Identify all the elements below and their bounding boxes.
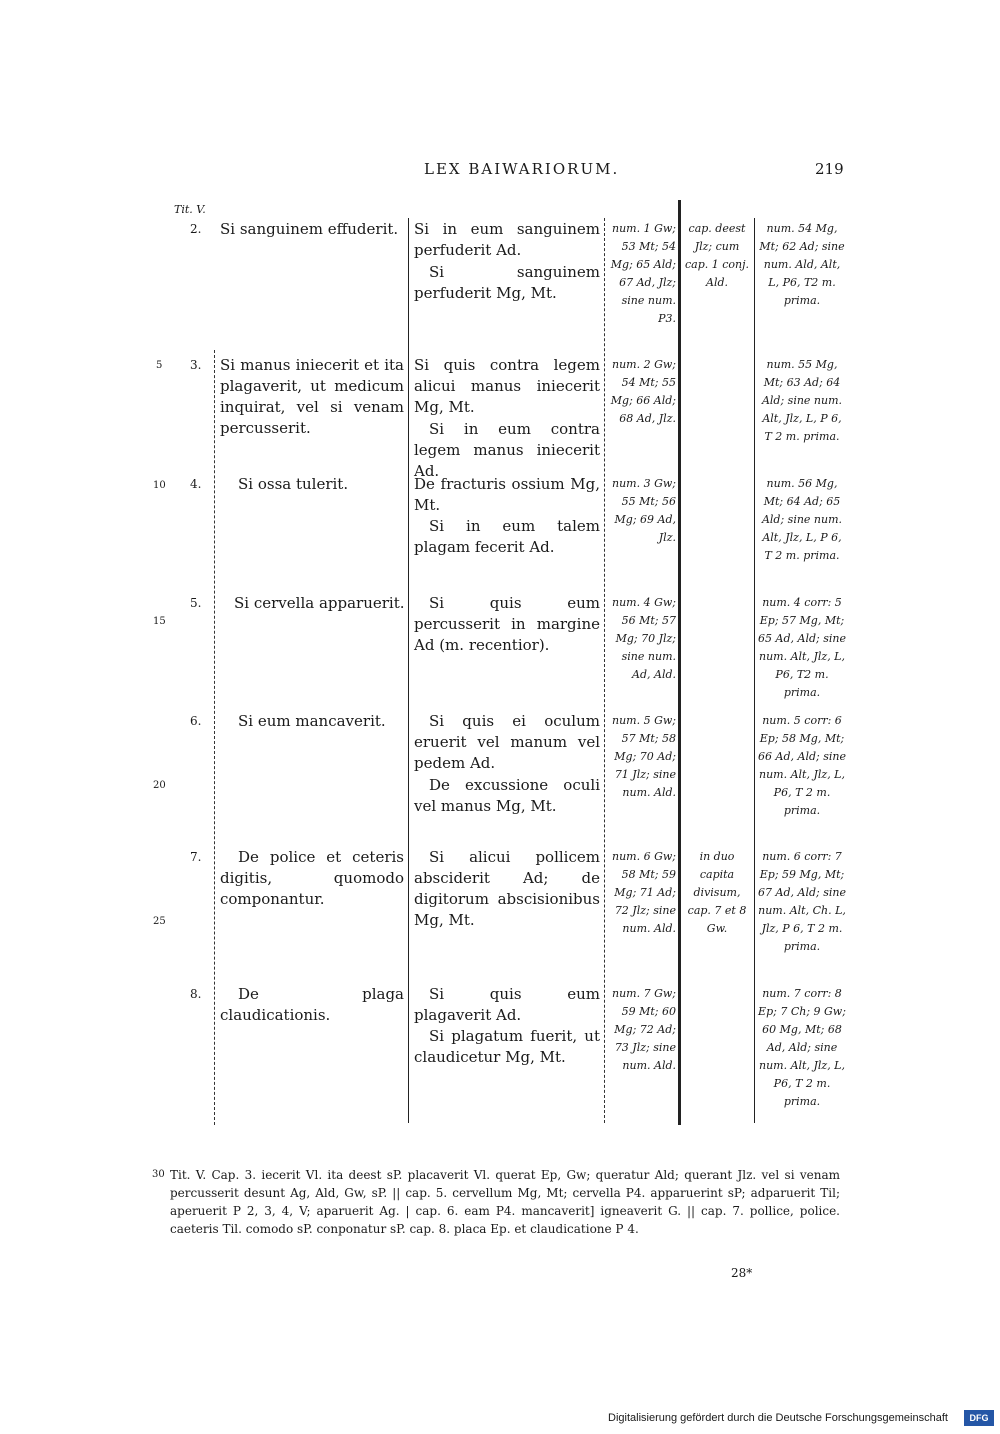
line-number: 5 bbox=[156, 360, 163, 371]
variant-reading: Si sanguinem perfuderit Mg, Mt. bbox=[414, 263, 600, 302]
chapter-number: 7. bbox=[190, 850, 202, 864]
variant-reading: De excussione oculi vel manus Mg, Mt. bbox=[414, 776, 600, 815]
line-number: 30 bbox=[152, 1169, 165, 1180]
line-number: 15 bbox=[153, 616, 166, 627]
chapter-heading: Si cervella apparuerit. bbox=[234, 594, 405, 612]
manuscript-concordance: num. 4 corr: 5 Ep; 57 Mg, Mt; 65 Ad, Ald; sine num. Alt, Jlz, L, P6, T2 m. prima. bbox=[758, 596, 846, 699]
variant-reading: Si alicui pollicem absciderit Ad; de digitorum abscisionibus Mg, Mt. bbox=[414, 848, 600, 929]
manuscript-numbering: num. 5 Gw; 57 Mt; 58 Mg; 70 Ad; 71 Jlz; sine num. Ald. bbox=[612, 714, 676, 799]
variant-reading: Si quis ei oculum eruerit vel manum vel pedem Ad. bbox=[414, 712, 600, 772]
variant-reading: Si plagatum fuerit, ut claudicetur Mg, Mt. bbox=[414, 1027, 600, 1066]
manuscript-numbering: num. 6 Gw; 58 Mt; 59 Mg; 71 Ad; 72 Jlz; sine num. Ald. bbox=[612, 850, 676, 935]
dfg-logo: DFG bbox=[964, 1410, 994, 1426]
chapter-number: 5. bbox=[190, 596, 202, 610]
manuscript-numbering: num. 7 Gw; 59 Mt; 60 Mg; 72 Ad; 73 Jlz; sine num. Ald. bbox=[612, 987, 676, 1072]
manuscript-note: in duo capita divisum, cap. 7 et 8 Gw. bbox=[687, 850, 747, 935]
variant-reading: Si in eum talem plagam fecerit Ad. bbox=[414, 517, 600, 556]
critical-apparatus: Tit. V. Cap. 3. iecerit Vl. ita deest sP. placaverit Vl. querat Ep, Gw; queratur Ald; querant Jlz. vel si venam percusserit desunt Ag, Ald, Gw, sP. || cap. 5. cervellum Mg, Mt; cervella P4. apparuerint sP; adparuerit Til; aperuerit P 2, 3, 4, V; aparuerit Ag. | cap. 6. eam P4. mancaverit] igneaverit G. || cap. 7. pollice, police. caeteris Til. comodo sP. conponatur sP. cap. 8. placa Ep. et claudicatione P 4. bbox=[170, 1168, 840, 1236]
variant-reading: Si in eum contra legem manus iniecerit Ad. bbox=[414, 420, 600, 480]
column-rule-dashed bbox=[604, 218, 605, 1123]
chapter-number: 2. bbox=[190, 222, 202, 236]
signature-mark: 28* bbox=[731, 1266, 753, 1280]
column-rule bbox=[408, 218, 409, 1123]
manuscript-concordance: num. 6 corr: 7 Ep; 59 Mg, Mt; 67 Ad, Ald; sine num. Alt, Ch. L, Jlz, P 6, T 2 m. prima. bbox=[758, 850, 846, 953]
page-number: 219 bbox=[815, 160, 844, 178]
manuscript-concordance: num. 5 corr: 6 Ep; 58 Mg, Mt; 66 Ad, Ald; sine num. Alt, Jlz, L, P6, T 2 m. prima. bbox=[758, 714, 846, 817]
chapter-heading: Si ossa tulerit. bbox=[238, 475, 349, 493]
running-head: LEX BAIWARIORUM. bbox=[424, 160, 620, 178]
chapter-number: 3. bbox=[190, 358, 202, 372]
variant-reading: Si quis contra legem alicui manus iniecerit Mg, Mt. bbox=[414, 356, 600, 416]
column-rule-dashed bbox=[214, 350, 215, 1125]
chapter-number: 4. bbox=[190, 477, 202, 491]
manuscript-numbering: num. 4 Gw; 56 Mt; 57 Mg; 70 Jlz; sine num. Ad, Ald. bbox=[612, 596, 676, 681]
variant-reading: Si quis eum percusserit in margine Ad (m. recentior). bbox=[414, 594, 600, 654]
line-number: 25 bbox=[153, 916, 166, 927]
chapter-heading: Si manus iniecerit et ita plagaverit, ut medicum inquirat, vel si venam percusserit. bbox=[220, 356, 404, 437]
manuscript-numbering: num. 1 Gw; 53 Mt; 54 Mg; 65 Ald; 67 Ad, Jlz; sine num. P3. bbox=[610, 222, 676, 325]
chapter-heading: De plaga claudicationis. bbox=[220, 985, 404, 1024]
variant-reading: Si in eum sanguinem perfuderit Ad. bbox=[414, 220, 600, 259]
variant-reading: Si quis eum plagaverit Ad. bbox=[414, 985, 600, 1024]
chapter-number: 6. bbox=[190, 714, 202, 728]
manuscript-concordance: num. 55 Mg, Mt; 63 Ad; 64 Ald; sine num. Alt, Jlz, L, P 6, T 2 m. prima. bbox=[761, 358, 843, 443]
title-marker: Tit. V. bbox=[174, 203, 206, 216]
chapter-number: 8. bbox=[190, 987, 202, 1001]
chapter-heading: Si eum mancaverit. bbox=[238, 712, 386, 730]
chapter-heading: Si sanguinem effuderit. bbox=[220, 220, 399, 238]
manuscript-note: cap. deest Jlz; cum cap. 1 conj. Ald. bbox=[684, 222, 750, 289]
variant-reading: De fracturis ossium Mg, Mt. bbox=[414, 475, 600, 514]
manuscript-concordance: num. 7 corr: 8 Ep; 7 Ch; 9 Gw; 60 Mg, Mt; 68 Ad, Ald; sine num. Alt, Jlz, L, P6, T 2 m. prima. bbox=[758, 987, 846, 1108]
column-rule bbox=[754, 218, 755, 1123]
manuscript-numbering: num. 3 Gw; 55 Mt; 56 Mg; 69 Ad, Jlz. bbox=[612, 477, 676, 544]
column-rule-thick bbox=[678, 200, 681, 1125]
manuscript-concordance: num. 54 Mg, Mt; 62 Ad; sine num. Ald, Alt, L, P6, T2 m. prima. bbox=[759, 222, 845, 307]
manuscript-numbering: num. 2 Gw; 54 Mt; 55 Mg; 66 Ald; 68 Ad, Jlz. bbox=[610, 358, 676, 425]
line-number: 10 bbox=[153, 480, 166, 491]
manuscript-concordance: num. 56 Mg, Mt; 64 Ad; 65 Ald; sine num. Alt, Jlz, L, P 6, T 2 m. prima. bbox=[761, 477, 843, 562]
chapter-heading: De police et ceteris digitis, quomodo componantur. bbox=[220, 848, 404, 908]
digitization-credit: Digitalisierung gefördert durch die Deutsche Forschungsgemeinschaft bbox=[608, 1412, 948, 1424]
line-number: 20 bbox=[153, 780, 166, 791]
